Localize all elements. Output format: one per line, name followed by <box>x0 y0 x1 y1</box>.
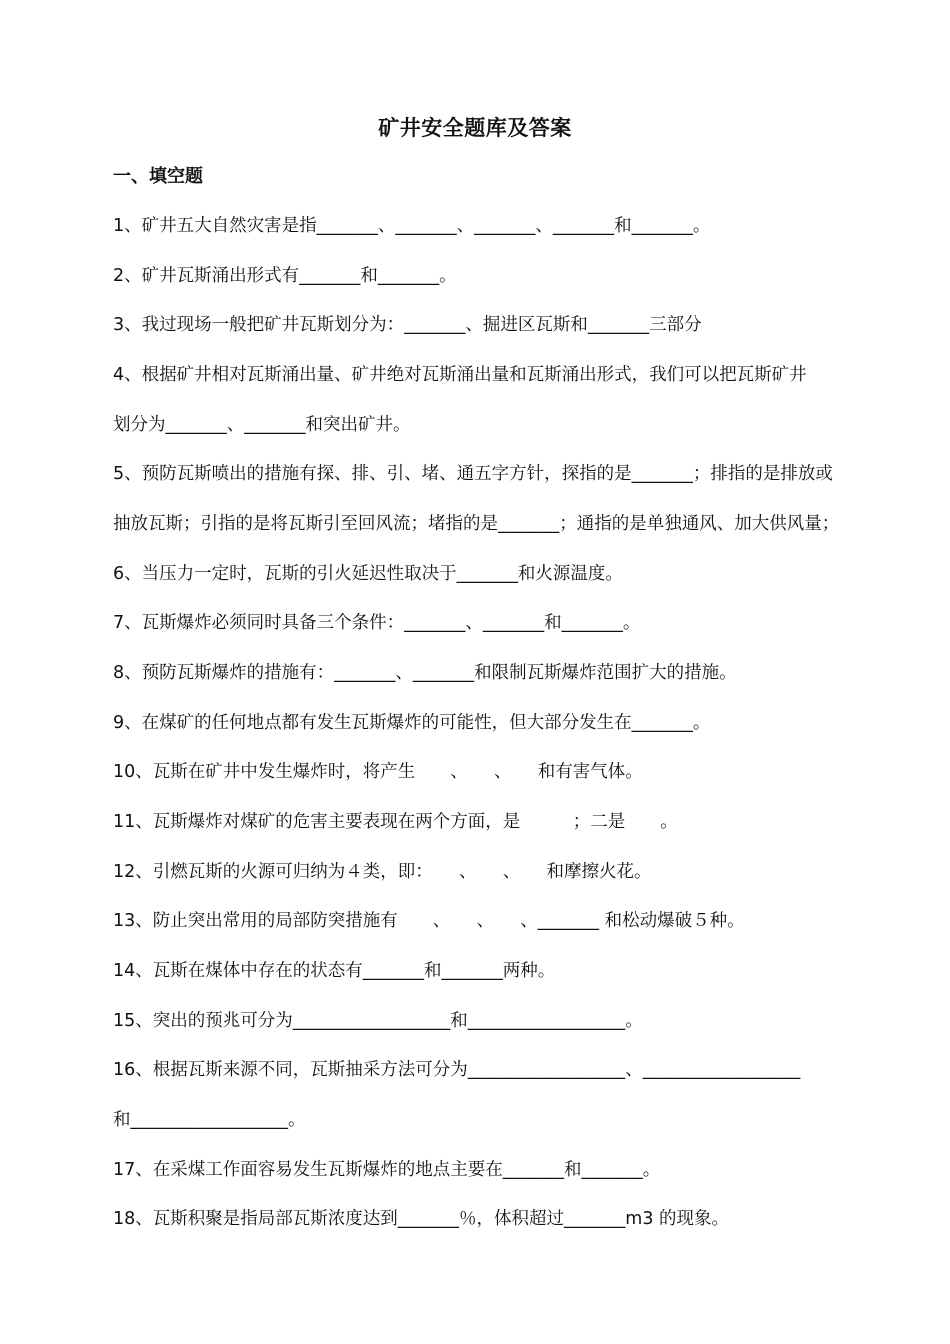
question-line: 5、预防瓦斯喷出的措施有探、排、引、堵、通五字方针，探指的是_______；排指的是排放或 <box>113 464 833 484</box>
question-line: 7、瓦斯爆炸必须同时具备三个条件：_______、_______和_______。 <box>113 613 641 633</box>
document-title: 矿井安全题库及答案 <box>378 116 572 140</box>
question-line-continuation: 抽放瓦斯；引指的是将瓦斯引至回风流；堵指的是_______；通指的是单独通风、加大供风量； <box>113 514 840 534</box>
question-line: 14、瓦斯在煤体中存在的状态有_______和_______两种。 <box>113 961 556 981</box>
question-line: 12、引燃瓦斯的火源可归纳为４类，即： 、 、 和摩擦火花。 <box>113 862 652 882</box>
question-line: 2、矿井瓦斯涌出形式有_______和_______。 <box>113 266 457 286</box>
question-line: 8、预防瓦斯爆炸的措施有：_______、_______和限制瓦斯爆炸范围扩大的措施。 <box>113 663 737 683</box>
question-line: 17、在采煤工作面容易发生瓦斯爆炸的地点主要在_______和_______。 <box>113 1160 661 1180</box>
question-line: 1、矿井五大自然灾害是指_______、_______、_______、_______和_______。 <box>113 216 711 236</box>
question-line: 9、在煤矿的任何地点都有发生瓦斯爆炸的可能性，但大部分发生在_______。 <box>113 713 711 733</box>
question-line: 16、根据瓦斯来源不同，瓦斯抽采方法可分为__________________、__________________ <box>113 1060 801 1080</box>
question-line: 10、瓦斯在矿井中发生爆炸时，将产生 、 、 和有害气体。 <box>113 762 643 782</box>
question-line: 15、突出的预兆可分为__________________和__________________。 <box>113 1011 643 1031</box>
question-line-continuation: 划分为_______、_______和突出矿井。 <box>113 415 411 435</box>
question-line: 3、我过现场一般把矿井瓦斯划分为：_______、掘进区瓦斯和_______三部分 <box>113 315 702 335</box>
question-line: 6、当压力一定时，瓦斯的引火延迟性取决于_______和火源温度。 <box>113 564 623 584</box>
question-line-continuation: 和__________________。 <box>113 1110 306 1130</box>
question-line: 11、瓦斯爆炸对煤矿的危害主要表现在两个方面，是 ；二是 。 <box>113 812 678 832</box>
section-heading: 一、填空题 <box>113 166 203 187</box>
question-line: 4、根据矿井相对瓦斯涌出量、矿井绝对瓦斯涌出量和瓦斯涌出形式，我们可以把瓦斯矿井 <box>113 365 807 385</box>
question-line: 18、瓦斯积聚是指局部瓦斯浓度达到_______％，体积超过_______m3 的现象。 <box>113 1209 730 1229</box>
question-line: 13、防止突出常用的局部防突措施有 、 、 、_______ 和松动爆破５种。 <box>113 911 745 931</box>
